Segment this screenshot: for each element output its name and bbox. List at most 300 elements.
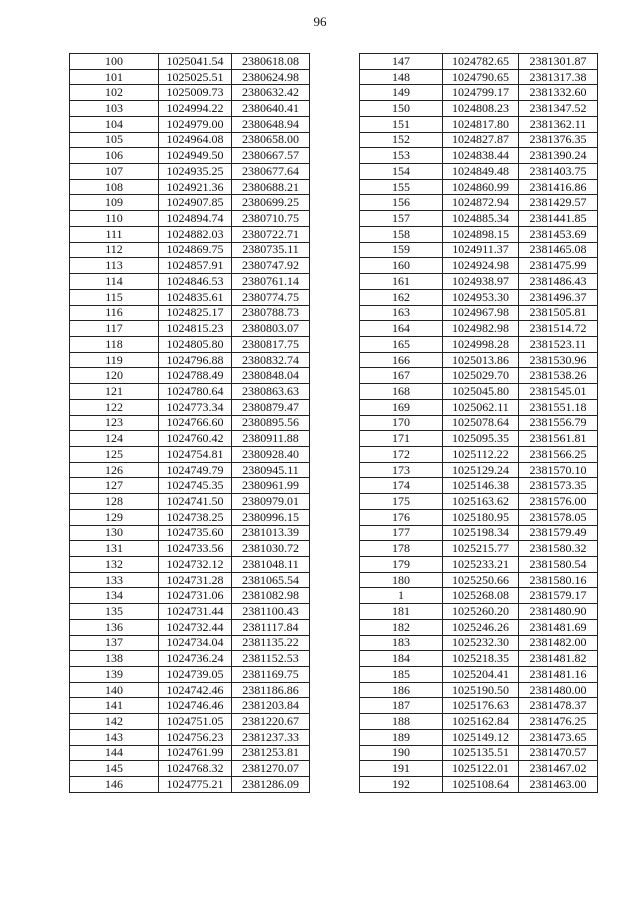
table-row	[70, 226, 310, 242]
point-number-cell: 143	[70, 729, 159, 745]
y-coordinate-cell: 2380640.41	[232, 101, 310, 117]
point-number-cell: 184	[360, 651, 443, 667]
point-number-cell: 121	[70, 384, 159, 400]
point-number-cell: 105	[70, 132, 159, 148]
y-coordinate-cell: 2380688.21	[232, 179, 310, 195]
point-number-cell: 118	[70, 336, 159, 352]
point-number-cell: 144	[70, 745, 159, 761]
x-coordinate-cell: 1025029.70	[443, 368, 519, 384]
point-number-cell: 176	[360, 509, 443, 525]
point-number-cell: 159	[360, 242, 443, 258]
table-row	[70, 509, 310, 525]
x-coordinate-cell: 1024756.23	[159, 729, 232, 745]
point-number-cell: 133	[70, 572, 159, 588]
point-number-cell: 136	[70, 619, 159, 635]
y-coordinate-cell: 2381270.07	[232, 761, 310, 777]
table-row	[70, 431, 310, 447]
x-coordinate-cell: 1024790.65	[443, 69, 519, 85]
x-coordinate-cell: 1024760.42	[159, 431, 232, 447]
point-number-cell: 141	[70, 698, 159, 714]
table-row	[70, 69, 310, 85]
page-number: 96	[313, 14, 327, 29]
x-coordinate-cell: 1024754.81	[159, 446, 232, 462]
y-coordinate-cell: 2380803.07	[232, 321, 310, 337]
x-coordinate-cell: 1025135.51	[443, 745, 519, 761]
y-coordinate-cell: 2380618.08	[232, 54, 310, 70]
point-number-cell: 102	[70, 85, 159, 101]
table-row	[360, 85, 598, 101]
x-coordinate-cell: 1024894.74	[159, 211, 232, 227]
y-coordinate-cell: 2381578.05	[519, 509, 598, 525]
y-coordinate-cell: 2381467.02	[519, 761, 598, 777]
x-coordinate-cell: 1025215.77	[443, 541, 519, 557]
coordinates-table-left	[69, 53, 310, 793]
table-row	[70, 714, 310, 730]
table-row	[70, 525, 310, 541]
y-coordinate-cell: 2381530.96	[519, 352, 598, 368]
table-row	[360, 195, 598, 211]
point-number-cell: 188	[360, 714, 443, 730]
y-coordinate-cell: 2381376.35	[519, 132, 598, 148]
point-number-cell: 129	[70, 509, 159, 525]
x-coordinate-cell: 1024953.30	[443, 289, 519, 305]
table-row	[360, 509, 598, 525]
x-coordinate-cell: 1025045.80	[443, 384, 519, 400]
table-row	[360, 399, 598, 415]
x-coordinate-cell: 1024799.17	[443, 85, 519, 101]
x-coordinate-cell: 1024731.06	[159, 588, 232, 604]
table-row	[360, 148, 598, 164]
y-coordinate-cell: 2381478.37	[519, 698, 598, 714]
point-number-cell: 106	[70, 148, 159, 164]
x-coordinate-cell: 1024766.60	[159, 415, 232, 431]
x-coordinate-cell: 1025009.73	[159, 85, 232, 101]
point-number-cell: 100	[70, 54, 159, 70]
point-number-cell: 138	[70, 651, 159, 667]
x-coordinate-cell: 1024924.98	[443, 258, 519, 274]
y-coordinate-cell: 2381152.53	[232, 651, 310, 667]
y-coordinate-cell: 2381186.86	[232, 682, 310, 698]
x-coordinate-cell: 1024964.08	[159, 132, 232, 148]
point-number-cell: 150	[360, 101, 443, 117]
table-row	[70, 399, 310, 415]
table-row	[70, 148, 310, 164]
point-number-cell: 104	[70, 116, 159, 132]
table-row	[70, 619, 310, 635]
y-coordinate-cell: 2381570.10	[519, 462, 598, 478]
point-number-cell: 111	[70, 226, 159, 242]
table-row	[360, 635, 598, 651]
x-coordinate-cell: 1024745.35	[159, 478, 232, 494]
x-coordinate-cell: 1025149.12	[443, 729, 519, 745]
table-row	[360, 604, 598, 620]
table-row	[360, 541, 598, 557]
y-coordinate-cell: 2381030.72	[232, 541, 310, 557]
y-coordinate-cell: 2380895.56	[232, 415, 310, 431]
point-number-cell: 161	[360, 274, 443, 290]
y-coordinate-cell: 2380788.73	[232, 305, 310, 321]
x-coordinate-cell: 1024882.03	[159, 226, 232, 242]
table-row	[360, 651, 598, 667]
y-coordinate-cell: 2381580.16	[519, 572, 598, 588]
y-coordinate-cell: 2381317.38	[519, 69, 598, 85]
y-coordinate-cell: 2380699.25	[232, 195, 310, 211]
table-row	[70, 211, 310, 227]
table-row	[70, 462, 310, 478]
x-coordinate-cell: 1025268.08	[443, 588, 519, 604]
table-row	[360, 588, 598, 604]
table-row	[70, 305, 310, 321]
point-number-cell: 163	[360, 305, 443, 321]
table-row	[360, 101, 598, 117]
y-coordinate-cell: 2381473.65	[519, 729, 598, 745]
x-coordinate-cell: 1024979.00	[159, 116, 232, 132]
x-coordinate-cell: 1025108.64	[443, 777, 519, 793]
point-number-cell: 116	[70, 305, 159, 321]
point-number-cell: 101	[70, 69, 159, 85]
x-coordinate-cell: 1024994.22	[159, 101, 232, 117]
x-coordinate-cell: 1024741.50	[159, 494, 232, 510]
y-coordinate-cell: 2381453.69	[519, 226, 598, 242]
x-coordinate-cell: 1025176.63	[443, 698, 519, 714]
x-coordinate-cell: 1025232.30	[443, 635, 519, 651]
point-number-cell: 162	[360, 289, 443, 305]
y-coordinate-cell: 2381463.00	[519, 777, 598, 793]
point-number-cell: 155	[360, 179, 443, 195]
table-row	[70, 352, 310, 368]
x-coordinate-cell: 1025246.26	[443, 619, 519, 635]
point-number-cell: 112	[70, 242, 159, 258]
point-number-cell: 185	[360, 667, 443, 683]
coordinates-table-right	[359, 53, 598, 793]
y-coordinate-cell: 2381514.72	[519, 321, 598, 337]
x-coordinate-cell: 1025025.51	[159, 69, 232, 85]
table-row	[70, 289, 310, 305]
y-coordinate-cell: 2381332.60	[519, 85, 598, 101]
y-coordinate-cell: 2381301.87	[519, 54, 598, 70]
point-number-cell: 180	[360, 572, 443, 588]
table-row	[70, 415, 310, 431]
y-coordinate-cell: 2381135.22	[232, 635, 310, 651]
table-row	[360, 494, 598, 510]
x-coordinate-cell: 1024768.32	[159, 761, 232, 777]
point-number-cell: 168	[360, 384, 443, 400]
table-row	[360, 729, 598, 745]
point-number-cell: 187	[360, 698, 443, 714]
point-number-cell: 125	[70, 446, 159, 462]
x-coordinate-cell: 1025095.35	[443, 431, 519, 447]
point-number-cell: 186	[360, 682, 443, 698]
table-row	[70, 54, 310, 70]
y-coordinate-cell: 2380879.47	[232, 399, 310, 415]
table-row	[360, 274, 598, 290]
point-number-cell: 175	[360, 494, 443, 510]
y-coordinate-cell: 2380735.11	[232, 242, 310, 258]
y-coordinate-cell: 2380979.01	[232, 494, 310, 510]
table-row	[360, 321, 598, 337]
y-coordinate-cell: 2381220.67	[232, 714, 310, 730]
y-coordinate-cell: 2380648.94	[232, 116, 310, 132]
x-coordinate-cell: 1024780.64	[159, 384, 232, 400]
point-number-cell: 127	[70, 478, 159, 494]
x-coordinate-cell: 1024857.91	[159, 258, 232, 274]
table-row	[70, 384, 310, 400]
table-row	[70, 557, 310, 573]
x-coordinate-cell: 1025013.86	[443, 352, 519, 368]
point-number-cell: 1	[360, 588, 443, 604]
point-number-cell: 165	[360, 336, 443, 352]
y-coordinate-cell: 2381476.25	[519, 714, 598, 730]
point-number-cell: 156	[360, 195, 443, 211]
point-number-cell: 189	[360, 729, 443, 745]
point-number-cell: 153	[360, 148, 443, 164]
x-coordinate-cell: 1025062.11	[443, 399, 519, 415]
y-coordinate-cell: 2381465.08	[519, 242, 598, 258]
x-coordinate-cell: 1024735.60	[159, 525, 232, 541]
point-number-cell: 115	[70, 289, 159, 305]
point-number-cell: 113	[70, 258, 159, 274]
y-coordinate-cell: 2381390.24	[519, 148, 598, 164]
point-number-cell: 134	[70, 588, 159, 604]
table-row	[70, 336, 310, 352]
x-coordinate-cell: 1024746.46	[159, 698, 232, 714]
table-row	[360, 54, 598, 70]
y-coordinate-cell: 2380928.40	[232, 446, 310, 462]
point-number-cell: 130	[70, 525, 159, 541]
point-number-cell: 160	[360, 258, 443, 274]
x-coordinate-cell: 1024938.97	[443, 274, 519, 290]
x-coordinate-cell: 1024731.28	[159, 572, 232, 588]
table-row	[70, 195, 310, 211]
point-number-cell: 172	[360, 446, 443, 462]
table-row	[70, 667, 310, 683]
point-number-cell: 183	[360, 635, 443, 651]
y-coordinate-cell: 2381362.11	[519, 116, 598, 132]
table-row	[360, 619, 598, 635]
point-number-cell: 149	[360, 85, 443, 101]
point-number-cell: 152	[360, 132, 443, 148]
point-number-cell: 182	[360, 619, 443, 635]
point-number-cell: 192	[360, 777, 443, 793]
x-coordinate-cell: 1024869.75	[159, 242, 232, 258]
point-number-cell: 170	[360, 415, 443, 431]
point-number-cell: 190	[360, 745, 443, 761]
table-row	[70, 682, 310, 698]
table-row	[360, 164, 598, 180]
x-coordinate-cell: 1024731.44	[159, 604, 232, 620]
point-number-cell: 191	[360, 761, 443, 777]
table-row	[360, 305, 598, 321]
x-coordinate-cell: 1024734.04	[159, 635, 232, 651]
x-coordinate-cell: 1025190.50	[443, 682, 519, 698]
point-number-cell: 123	[70, 415, 159, 431]
y-coordinate-cell: 2381481.16	[519, 667, 598, 683]
y-coordinate-cell: 2381566.25	[519, 446, 598, 462]
x-coordinate-cell: 1024967.98	[443, 305, 519, 321]
y-coordinate-cell: 2381482.00	[519, 635, 598, 651]
table-row	[360, 226, 598, 242]
x-coordinate-cell: 1024911.37	[443, 242, 519, 258]
y-coordinate-cell: 2380677.64	[232, 164, 310, 180]
point-number-cell: 107	[70, 164, 159, 180]
point-number-cell: 164	[360, 321, 443, 337]
y-coordinate-cell: 2381496.37	[519, 289, 598, 305]
x-coordinate-cell: 1024815.23	[159, 321, 232, 337]
y-coordinate-cell: 2380817.75	[232, 336, 310, 352]
x-coordinate-cell: 1024736.24	[159, 651, 232, 667]
x-coordinate-cell: 1025204.41	[443, 667, 519, 683]
table-row	[70, 321, 310, 337]
y-coordinate-cell: 2381556.79	[519, 415, 598, 431]
point-number-cell: 166	[360, 352, 443, 368]
y-coordinate-cell: 2380832.74	[232, 352, 310, 368]
y-coordinate-cell: 2381538.26	[519, 368, 598, 384]
y-coordinate-cell: 2381579.17	[519, 588, 598, 604]
x-coordinate-cell: 1024849.48	[443, 164, 519, 180]
point-number-cell: 108	[70, 179, 159, 195]
point-number-cell: 179	[360, 557, 443, 573]
y-coordinate-cell: 2381100.43	[232, 604, 310, 620]
x-coordinate-cell: 1024846.53	[159, 274, 232, 290]
y-coordinate-cell: 2381065.54	[232, 572, 310, 588]
point-number-cell: 128	[70, 494, 159, 510]
point-number-cell: 109	[70, 195, 159, 211]
y-coordinate-cell: 2381545.01	[519, 384, 598, 400]
table-row	[360, 431, 598, 447]
x-coordinate-cell: 1025198.34	[443, 525, 519, 541]
point-number-cell: 114	[70, 274, 159, 290]
point-number-cell: 181	[360, 604, 443, 620]
table-row	[360, 777, 598, 793]
y-coordinate-cell: 2381505.81	[519, 305, 598, 321]
y-coordinate-cell: 2381523.11	[519, 336, 598, 352]
y-coordinate-cell: 2381573.35	[519, 478, 598, 494]
y-coordinate-cell: 2381480.00	[519, 682, 598, 698]
point-number-cell: 174	[360, 478, 443, 494]
x-coordinate-cell: 1024860.99	[443, 179, 519, 195]
x-coordinate-cell: 1024782.65	[443, 54, 519, 70]
point-number-cell: 147	[360, 54, 443, 70]
y-coordinate-cell: 2381082.98	[232, 588, 310, 604]
y-coordinate-cell: 2381551.18	[519, 399, 598, 415]
point-number-cell: 178	[360, 541, 443, 557]
x-coordinate-cell: 1025180.95	[443, 509, 519, 525]
table-row	[70, 368, 310, 384]
point-number-cell: 135	[70, 604, 159, 620]
y-coordinate-cell: 2380658.00	[232, 132, 310, 148]
y-coordinate-cell: 2380774.75	[232, 289, 310, 305]
table-row	[70, 698, 310, 714]
point-number-cell: 158	[360, 226, 443, 242]
table-row	[70, 572, 310, 588]
table-row	[360, 525, 598, 541]
table-row	[70, 604, 310, 620]
y-coordinate-cell: 2381580.54	[519, 557, 598, 573]
table-row	[360, 667, 598, 683]
point-number-cell: 177	[360, 525, 443, 541]
table-row	[70, 242, 310, 258]
point-number-cell: 110	[70, 211, 159, 227]
x-coordinate-cell: 1024835.61	[159, 289, 232, 305]
point-number-cell: 103	[70, 101, 159, 117]
table-row	[360, 462, 598, 478]
table-row	[70, 274, 310, 290]
table-row	[70, 164, 310, 180]
point-number-cell: 139	[70, 667, 159, 683]
table-row	[360, 761, 598, 777]
table-row	[360, 368, 598, 384]
point-number-cell: 140	[70, 682, 159, 698]
y-coordinate-cell: 2380747.92	[232, 258, 310, 274]
x-coordinate-cell: 1024885.34	[443, 211, 519, 227]
x-coordinate-cell: 1024907.85	[159, 195, 232, 211]
y-coordinate-cell: 2381416.86	[519, 179, 598, 195]
x-coordinate-cell: 1024817.80	[443, 116, 519, 132]
y-coordinate-cell: 2381486.43	[519, 274, 598, 290]
y-coordinate-cell: 2381347.52	[519, 101, 598, 117]
table-row	[360, 211, 598, 227]
y-coordinate-cell: 2381203.84	[232, 698, 310, 714]
y-coordinate-cell: 2380848.04	[232, 368, 310, 384]
table-row	[360, 415, 598, 431]
x-coordinate-cell: 1024935.25	[159, 164, 232, 180]
y-coordinate-cell: 2381576.00	[519, 494, 598, 510]
table-row	[70, 179, 310, 195]
x-coordinate-cell: 1024738.25	[159, 509, 232, 525]
x-coordinate-cell: 1024796.88	[159, 352, 232, 368]
y-coordinate-cell: 2380667.57	[232, 148, 310, 164]
y-coordinate-cell: 2381286.09	[232, 777, 310, 793]
table-row	[70, 478, 310, 494]
table-row	[70, 494, 310, 510]
table-row	[360, 179, 598, 195]
x-coordinate-cell: 1024742.46	[159, 682, 232, 698]
table-row	[360, 572, 598, 588]
y-coordinate-cell: 2381579.49	[519, 525, 598, 541]
x-coordinate-cell: 1025260.20	[443, 604, 519, 620]
table-row	[360, 714, 598, 730]
x-coordinate-cell: 1025163.62	[443, 494, 519, 510]
point-number-cell: 119	[70, 352, 159, 368]
x-coordinate-cell: 1024808.23	[443, 101, 519, 117]
x-coordinate-cell: 1024898.15	[443, 226, 519, 242]
x-coordinate-cell: 1024749.79	[159, 462, 232, 478]
x-coordinate-cell: 1024872.94	[443, 195, 519, 211]
y-coordinate-cell: 2381561.81	[519, 431, 598, 447]
table-row	[360, 446, 598, 462]
x-coordinate-cell: 1024827.87	[443, 132, 519, 148]
x-coordinate-cell: 1024998.28	[443, 336, 519, 352]
point-number-cell: 132	[70, 557, 159, 573]
point-number-cell: 124	[70, 431, 159, 447]
table-row	[70, 777, 310, 793]
point-number-cell: 148	[360, 69, 443, 85]
x-coordinate-cell: 1024775.21	[159, 777, 232, 793]
point-number-cell: 154	[360, 164, 443, 180]
table-row	[360, 289, 598, 305]
y-coordinate-cell: 2381013.39	[232, 525, 310, 541]
x-coordinate-cell: 1025112.22	[443, 446, 519, 462]
x-coordinate-cell: 1025162.84	[443, 714, 519, 730]
table-row	[360, 557, 598, 573]
point-number-cell: 146	[70, 777, 159, 793]
point-number-cell: 122	[70, 399, 159, 415]
point-number-cell: 173	[360, 462, 443, 478]
y-coordinate-cell: 2381481.69	[519, 619, 598, 635]
table-row	[70, 761, 310, 777]
table-row	[360, 242, 598, 258]
y-coordinate-cell: 2380961.99	[232, 478, 310, 494]
